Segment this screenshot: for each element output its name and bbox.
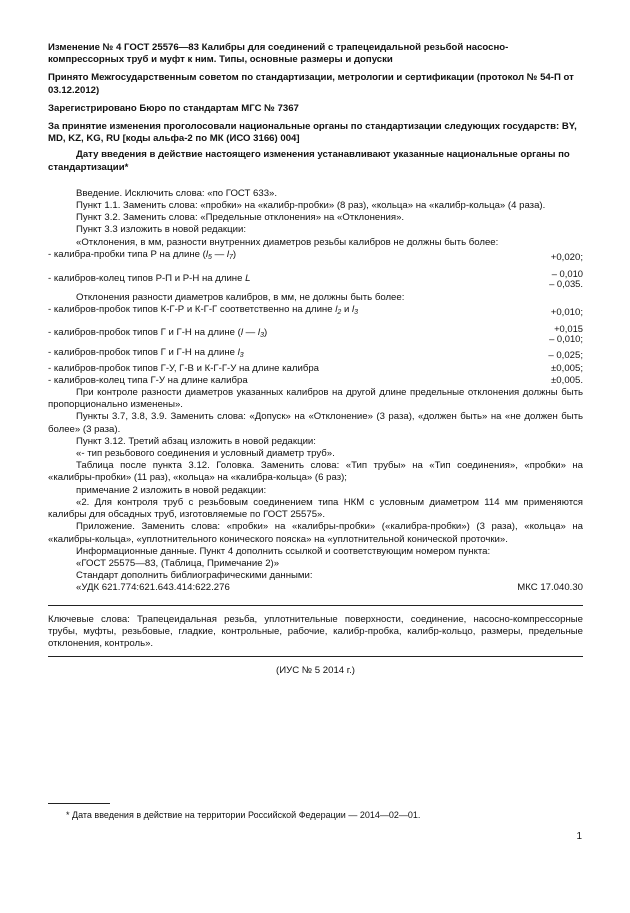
amendment-body [48,188,583,595]
tolerance-row [48,324,583,344]
tolerance-value: +0,020; [550,251,583,263]
mks-code: МКС 17.040.30 [517,582,583,594]
tolerance-label: - калибров-пробок типов Г-У, Г-В и К-Г-Г-У на длине калибра [48,362,319,374]
page-number: 1 [576,831,582,842]
tolerance-label: - калибров-колец типов Р-П и Р-Н на длине L [48,272,251,284]
paragraph: При контроле разности диаметров указанных калибров на другой длине предельные отклонения должны быть пропорционально изменены». [48,387,583,411]
amendment-title: Изменение № 4 ГОСТ 25576—83 Калибры для соединений с трапецеидальной резьбой насосно-компрессорных труб и муфт к ним. Типы, основные размеры и допуски [48,42,509,66]
udk-code: «УДК 621.774:621.643.414:622.276 [76,582,230,594]
effective-date-statement: Дату введения в действие настоящего изменения устанавливают указанные национальные органы по стандартизации* [48,149,570,173]
tolerance-row [48,249,583,264]
udk-row [48,582,583,594]
registration-statement: Зарегистрировано Бюро по стандартам МГС № 7367 [48,102,299,114]
tolerance-row [48,304,583,319]
footnote: * Дата введения в действие на территории Российской Федерации — 2014—02—01. [66,810,421,820]
divider [48,656,583,657]
tolerance-row [48,375,583,387]
paragraph: Пункт 3.3 изложить в новой редакции: [76,224,246,236]
paragraph: примечание 2 изложить в новой редакции: [76,484,267,496]
tolerance-value: ±0,005; [551,362,583,374]
ius-reference: (ИУС № 5 2014 г.) [276,665,355,677]
tolerance-value [549,324,583,344]
paragraph: «Отклонения, в мм, разности внутренних диаметров резьбы калибров не должны быть более: [76,236,499,248]
lower-deviation: – 0,035. [549,278,583,290]
tolerance-label: - калибров-пробок типов К-Г-Р и К-Г-Г соответственно на длине $l_2$ и $l_3$ [48,304,359,317]
tolerance-value: +0,010; [550,307,583,319]
tolerance-label: - калибров-колец типа Г-У на длине калибра [48,374,248,386]
tolerance-label: - калибров-пробок типов Г и Г-Н на длине (l — $l_3$) [48,326,268,339]
paragraph: Стандарт дополнить библиографическими данными: [76,570,313,582]
paragraph: «- тип резьбового соединения и условный диаметр труб». [76,448,335,460]
paragraph: Пункты 3.7, 3.8, 3.9. Заменить слова: «Допуск» на «Отклонение» (3 раза), «должен быть» на «не должен быть более» (3 раза). [48,411,583,435]
tolerance-value: – 0,025; [548,350,583,362]
tolerance-row [48,363,583,375]
paragraph: «2. Для контроля труб с резьбовым соединением типа НКМ с условным диаметром 114 мм применяются калибры для обсадных труб, изготовляемые по ГОСТ 25575». [48,496,583,521]
tolerance-label: - калибра-пробки типа Р на длине ($l_5$ — $l_7$) [48,248,237,261]
paragraph: Информационные данные. Пункт 4 дополнить ссылкой и соответствующим номером пункта: [76,545,491,557]
paragraph: Пункт 3.12. Третий абзац изложить в новой редакции: [76,435,316,447]
footnote-divider [48,803,110,804]
document-page [48,42,583,687]
paragraph: Введение. Исключить слова: «по ГОСТ 633». [76,187,278,199]
adopted-statement: Принято Межгосударственным советом по стандартизации, метрологии и сертификации (протокол № 54-П от 03.12.2012) [48,72,574,96]
keywords: Ключевые слова: Трапецеидальная резьба, уплотнительные поверхности, соединение, насосно-компрессорные трубы, муфты, резьбовые, гладкие, контрольные, рабочие, калибр-пробка, калибр-кольцо, размеры, предельные отклонения, контроль». [48,613,583,649]
upper-deviation: +0,015 [554,323,583,335]
voting-statement: За принятие изменения проголосовали национальные органы по стандартизации следующих государств: BY, MD, KZ, KG, RU [коды альфа-2 по МК (ИСО 3166) 004] [48,121,577,145]
lower-deviation: – 0,010; [549,333,583,345]
paragraph: «ГОСТ 25575—83, (Таблица, Примечание 2)» [76,557,280,569]
paragraph: Пункт 3.2. Заменить слова: «Предельные отклонения» на «Отклонения». [76,212,405,224]
tolerance-label: - калибров-пробок типов Г и Г-Н на длине $l_3$ [48,347,244,360]
tolerance-row [48,347,583,362]
divider [48,605,583,606]
paragraph: Приложение. Заменить слова: «пробки» на «калибры-пробки» («калибра-пробки») (3 раза), «кольца» на «калибры-кольца», «уплотнительного конического пояска» на «уплотнительной конической проточки». [48,521,583,545]
paragraph: Пункт 1.1. Заменить слова: «пробки» на «калибр-пробки» (8 раз), «кольца» на «калибр-кольца» (4 раза). [76,200,546,212]
tolerance-value [549,269,583,289]
upper-deviation: – 0,010 [551,268,583,280]
tolerance-row [48,269,583,289]
tolerance-value: ±0,005. [551,374,583,386]
paragraph: Отклонения разности диаметров калибров, в мм, не должны быть более: [76,292,405,304]
paragraph: Таблица после пункта 3.12. Головка. Заменить слова: «Тип трубы» на «Тип соединения», «пробки» на «калибры-пробки» (11 раз), «кольца» на «калибра-кольца» (6 раз); [48,460,583,484]
